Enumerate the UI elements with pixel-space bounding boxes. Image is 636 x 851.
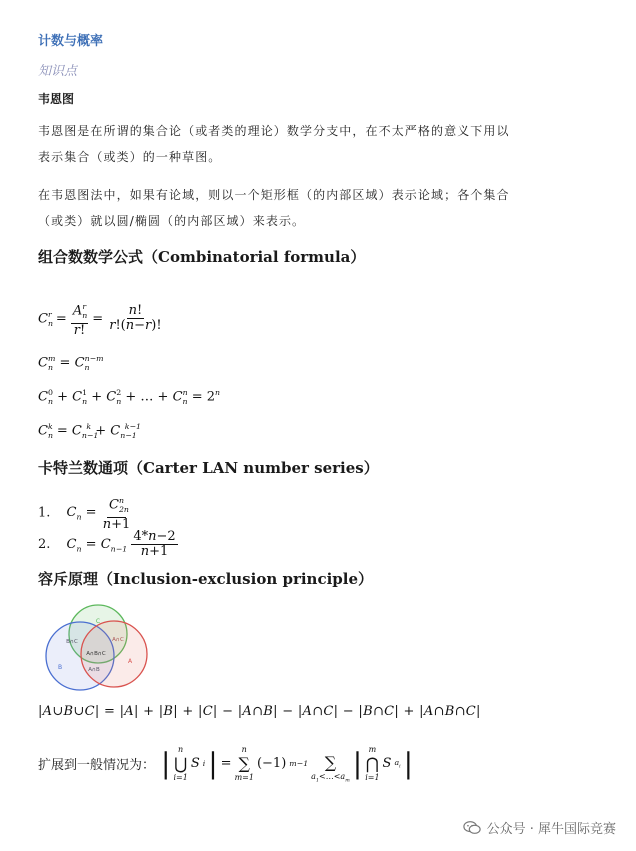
venn-label-bc: B∩C [66,639,78,645]
combo-heading-cn: 组合数数学公式（ [38,248,159,266]
incl-heading-end: ） [358,570,374,588]
formula-general-inclusion-exclusion: | n ⋃ i=1 S i | = n ∑ m=1 (−1) m−1 ∑ $a_1<\dots<a_m$ | m ⋂ i=1 S $a_i$ | [161,745,414,784]
extension-line [38,744,413,784]
venn-heading: 韦恩图 [38,92,75,106]
formula-symmetry: $C_n^m = C_n^{n-m}$ [38,354,104,372]
combo-heading-en: Combinatorial formula [158,248,351,266]
watermark-text: 公众号 · 犀牛国际竞赛 [486,822,616,837]
formula-combination-def: $C_n^r$ = $\frac{A_n^r}{r!}$ = $\frac{n!}{r!(n-r)!}$ [38,302,162,338]
venn-label-b: B [57,664,63,671]
venn-label-abc: A∩B∩C [86,651,106,657]
page-title: 计数与概率 [38,34,104,49]
extension-label: 扩展到一般情况为： [38,758,156,774]
para2-line1: 在韦恩图法中，如果有论域，则以一个矩形框（的内部区域）表示论域；各个集合 [38,188,510,202]
catalan-heading-end: ） [363,459,379,477]
incl-heading-en: Inclusion-exclusion principle [113,570,359,588]
section-subtitle: 知识点 [38,64,78,79]
catalan-formula-2: 2. $C_n = C_{n-1}$ $\frac{4*n-2}{n+1}$ [38,529,176,559]
venn-label-ac: A∩C [112,637,124,643]
formula-binomial-sum: $C_n^0 + C_n^1 + C_n^2$ + … + $C_n^n = 2^n$ [38,388,221,406]
venn-diagram [38,603,158,693]
list-number-1: 1. [38,505,51,521]
catalan-heading-en: Carter LAN number series [143,459,364,477]
para1-line1: 韦恩图是在所谓的集合论（或者类的理论）数学分支中，在不太严格的意义下用以 [38,124,510,138]
combo-heading-end: ） [350,248,366,266]
incl-heading-cn: 容斥原理（ [38,570,114,588]
combinatorial-heading [38,246,365,267]
watermark [463,818,616,837]
formula-inclusion-exclusion: |A∪B∪C| = |A| + |B| + |C| − |A∩B| − |A∩C| − |B∩C| + |A∩B∩C| [38,704,481,719]
para2-line2: （或类）就以圆/椭圆（的内部区域）来表示。 [38,214,306,228]
catalan-heading-cn: 卡特兰数通项（ [38,459,144,477]
inclusion-exclusion-heading [38,568,373,589]
venn-paragraph-1 [38,118,598,170]
venn-label-ab: A∩B [88,667,100,673]
wechat-icon [463,820,481,835]
para1-line2: 表示集合（或类）的一种草图。 [38,150,222,164]
venn-label-c: C [95,618,101,625]
venn-paragraph-2 [38,182,598,234]
catalan-formula-1: 1. $C_n$ = $\frac{C_{2n}^n}{n+1}$ [38,496,131,532]
formula-pascal: $C_n^k = C_{n-1}^k + C_{n-1}^{k-1}$ [38,422,141,440]
venn-label-a: A [127,658,133,665]
catalan-heading [38,457,379,478]
list-number-2: 2. [38,537,51,552]
